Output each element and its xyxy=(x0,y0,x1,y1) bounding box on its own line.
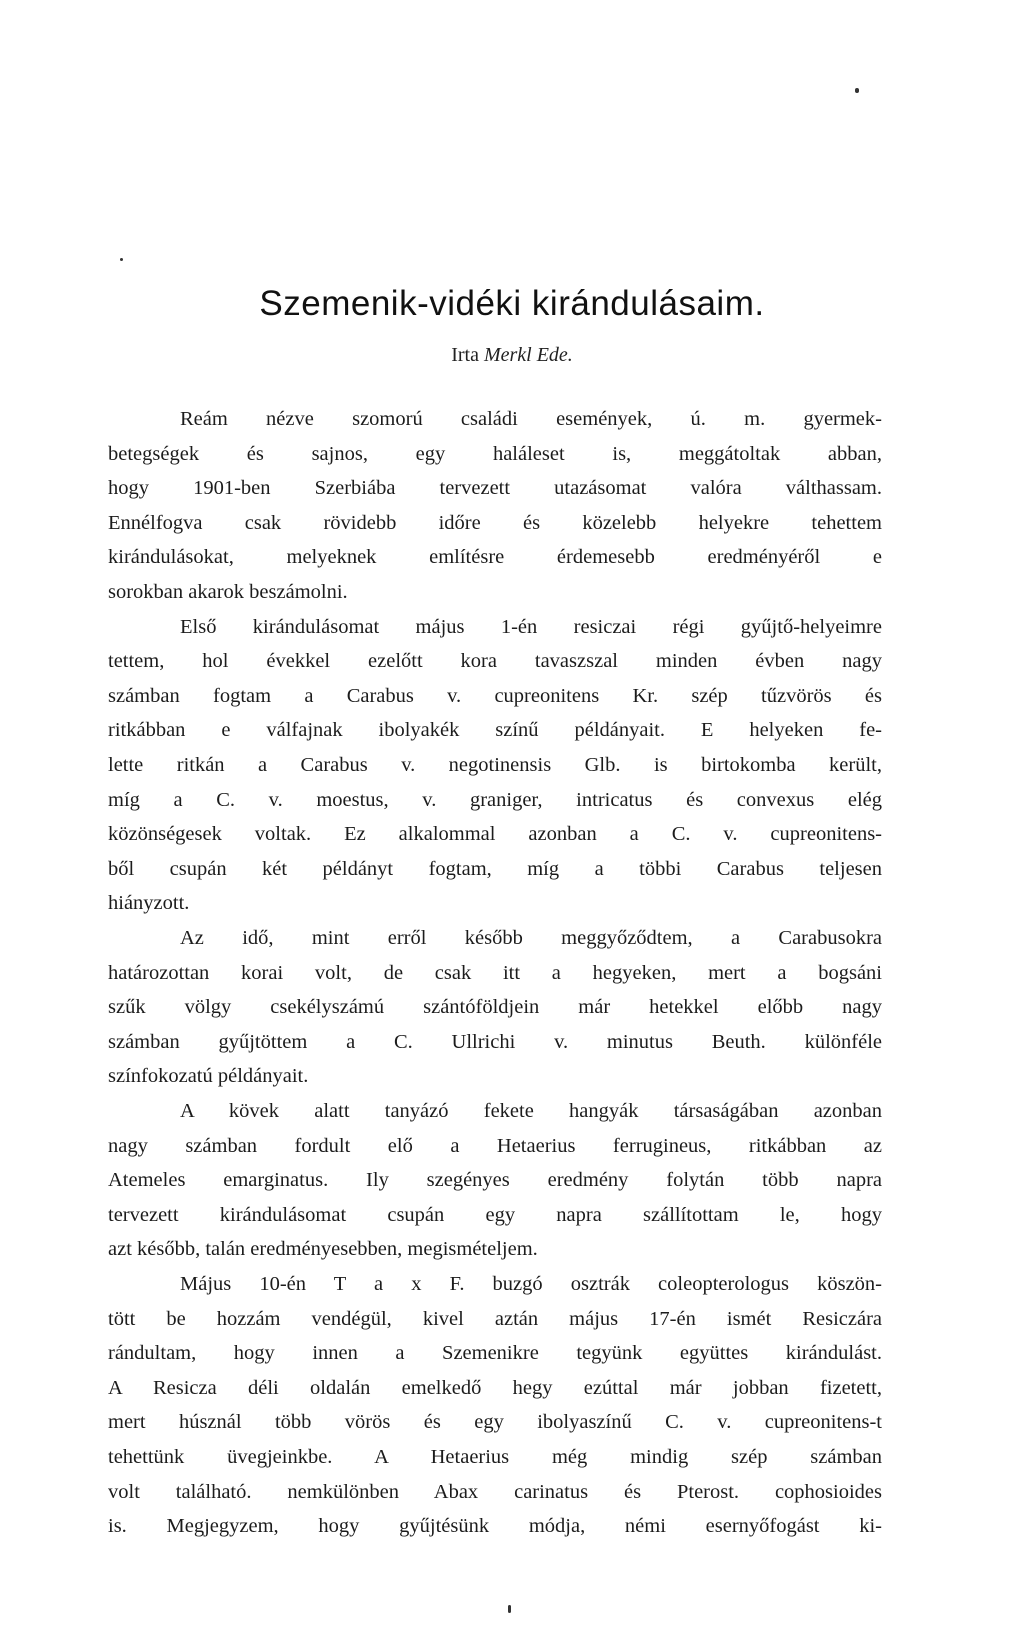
text-line: is. Megjegyzem, hogy gyűjtésünk módja, némi esernyőfogást ki- xyxy=(108,1515,882,1538)
text-line: Az idő, mint erről később meggyőződtem, a Carabusokra xyxy=(180,927,882,949)
author-name: Merkl Ede. xyxy=(483,344,573,366)
text-line: ritkábban e válfajnak ibolyakék színű példányait. E helyeken fe- xyxy=(108,719,882,742)
text-line: számban fogtam a Carabus v. cupreonitens Kr. szép tűzvörös és xyxy=(108,684,882,707)
text-line: színfokozatú példányait. xyxy=(108,1065,309,1088)
text-line: hogy 1901-ben Szerbiába tervezett utazásomat valóra válthassam. xyxy=(108,477,882,500)
speck-mark xyxy=(855,88,859,93)
text-line: tehettünk üvegjeinkbe. A Hetaerius még mindig szép számban xyxy=(108,1446,882,1468)
speck-mark xyxy=(508,1605,511,1613)
text-line: tervezett kirándulásomat csupán egy napra szállítottam le, hogy xyxy=(108,1203,882,1226)
article-title: Szemenik-vidéki kirándulásaim. xyxy=(259,284,765,323)
text-line: közönségesek voltak. Ez alkalommal azonban a C. v. cupreonitens- xyxy=(108,823,882,846)
text-line: rándultam, hogy innen a Szemenikre tegyünk együttes kirándulást. xyxy=(108,1342,882,1365)
text-line: volt található. nemkülönben Abax carinatus és Pterost. cophosioides xyxy=(108,1480,882,1503)
text-line: míg a C. v. moestus, v. graniger, intricatus és convexus elég xyxy=(108,788,882,811)
text-line: Május 10-én T a x F. buzgó osztrák coleopterologus köszön- xyxy=(180,1273,882,1295)
text-line: hiányzott. xyxy=(108,892,190,915)
text-line: Első kirándulásomat május 1-én resiczai régi gyűjtő-helyeimre xyxy=(180,615,882,638)
text-line: mert húsznál több vörös és egy ibolyaszínű C. v. cupreonitens-t xyxy=(108,1411,882,1434)
text-line: Reám nézve szomorú családi események, ú. m. gyermek- xyxy=(180,408,882,430)
byline-prefix: Irta xyxy=(451,344,479,366)
text-line: határozottan korai volt, de csak itt a hegyeken, mert a bogsáni xyxy=(108,961,882,984)
text-line: nagy számban fordult elő a Hetaerius ferrugineus, ritkábban az xyxy=(108,1134,882,1157)
text-line: szűk völgy csekélyszámú szántóföldjein már hetekkel előbb nagy xyxy=(108,996,882,1019)
text-line: lette ritkán a Carabus v. negotinensis Glb. is birtokomba került, xyxy=(108,754,882,776)
text-line: ből csupán két példányt fogtam, míg a többi Carabus teljesen xyxy=(108,857,882,880)
byline xyxy=(0,344,1024,367)
text-line: azt később, talán eredményesebben, megismételjem. xyxy=(108,1238,538,1261)
text-line: számban gyűjtöttem a C. Ullrichi v. minutus Beuth. különféle xyxy=(108,1030,882,1053)
text-line: Ennélfogva csak rövidebb időre és közelebb helyekre tehettem xyxy=(108,511,882,534)
text-line: betegségek és sajnos, egy haláleset is, meggátoltak abban, xyxy=(108,442,882,465)
text-line: Atemeles emarginatus. Ily szegényes eredmény folytán több napra xyxy=(108,1169,882,1192)
text-line: kirándulásokat, melyeknek említésre érdemesebb eredményéről e xyxy=(108,546,882,569)
text-line: tettem, hol évekkel ezelőtt kora tavaszszal minden évben nagy xyxy=(108,650,882,673)
text-line: A kövek alatt tanyázó fekete hangyák társaságában azonban xyxy=(180,1100,882,1122)
speck-mark xyxy=(120,258,123,261)
text-line: sorokban akarok beszámolni. xyxy=(108,581,348,603)
text-line: tött be hozzám vendégül, kivel aztán május 17-én ismét Resiczára xyxy=(108,1307,882,1330)
text-line: A Resicza déli oldalán emelkedő hegy ezúttal már jobban fizetett, xyxy=(108,1376,882,1399)
